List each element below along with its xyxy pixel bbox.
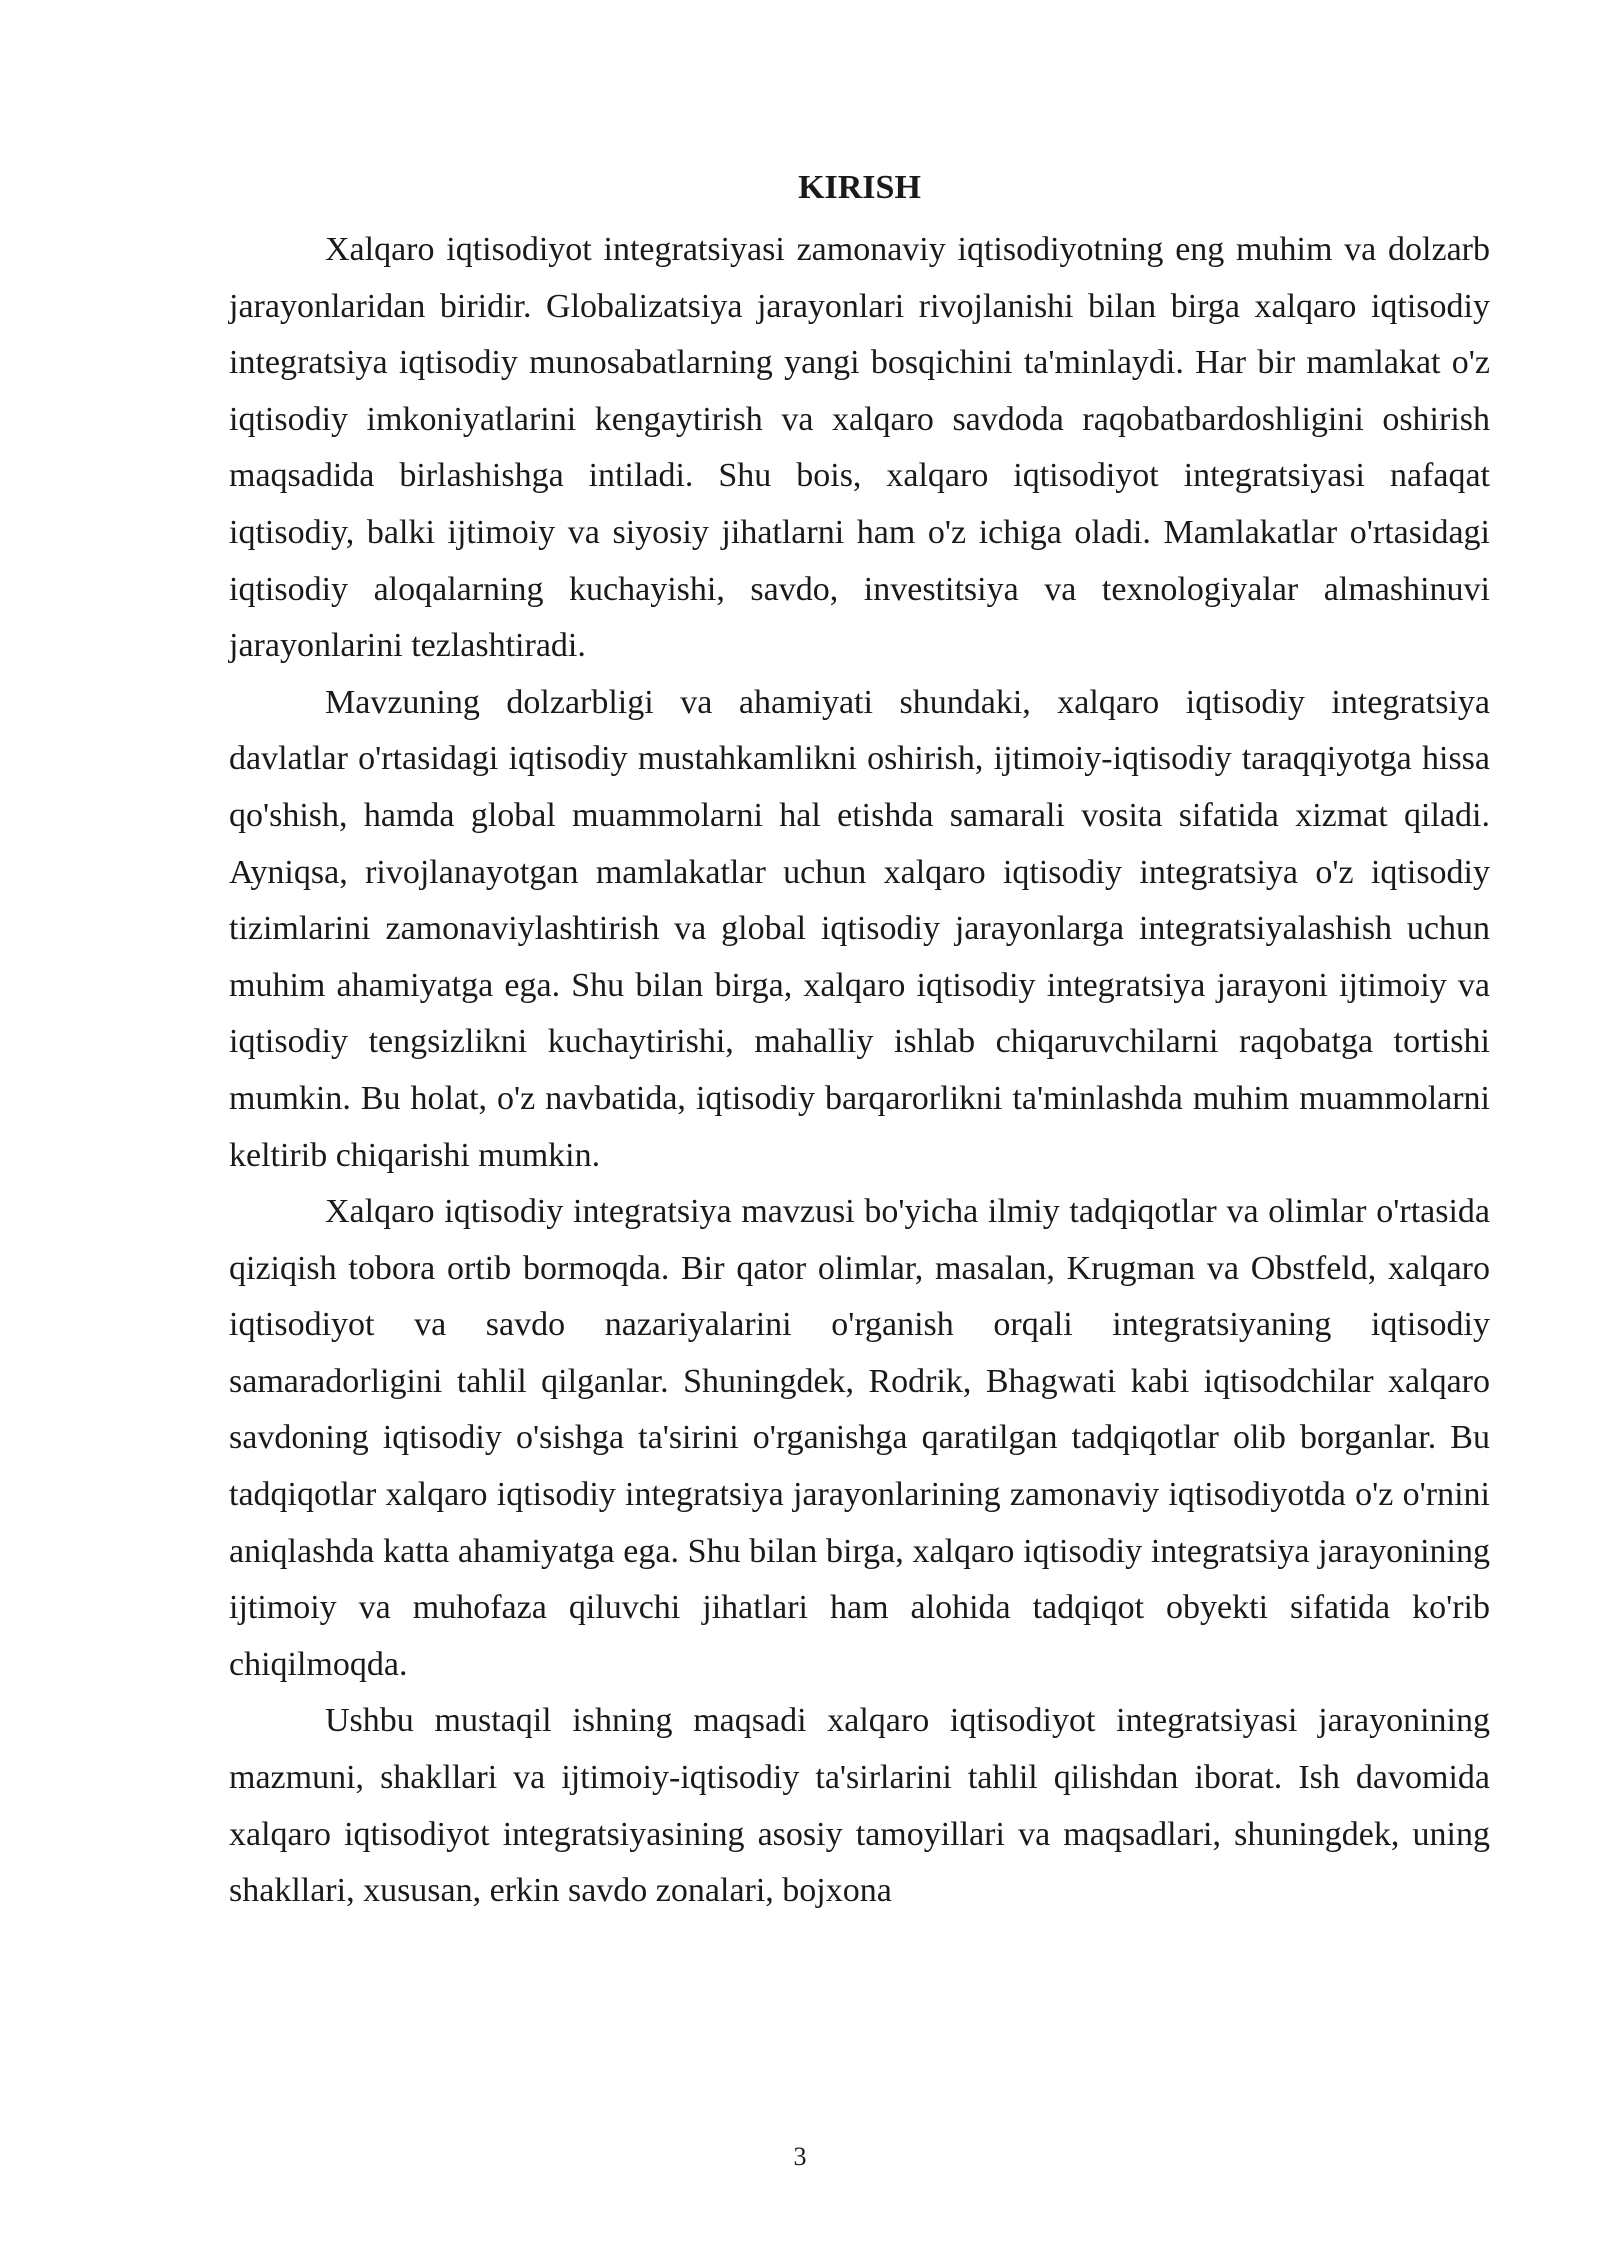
page-content xyxy=(229,160,1490,1920)
paragraph-2: Mavzuning dolzarbligi va ahamiyati shundaki, xalqaro iqtisodiy integratsiya davlatlar o'rtasidagi iqtisodiy mustahkamlikni oshirish, ijtimoiy-iqtisodiy taraqqiyotga hissa qo'shish, hamda global muammolarni hal etishda samarali vosita sifatida xizmat qiladi. Ayniqsa, rivojlanayotgan mamlakatlar uchun xalqaro iqtisodiy integratsiya o'z iqtisodiy tizimlarini zamonaviylashtirish va global iqtisodiy jarayonlarga integratsiyalashish uchun muhim ahamiyatga ega. Shu bilan birga, xalqaro iqtisodiy integratsiya jarayoni ijtimoiy va iqtisodiy tengsizlikni kuchaytirishi, mahalliy ishlab chiqaruvchilarni raqobatga tortishi mumkin. Bu holat, o'z navbatida, iqtisodiy barqarorlikni ta'minlashda muhim muammolarni keltirib chiqarishi mumkin. xyxy=(229,683,1490,1174)
paragraph-4: Ushbu mustaqil ishning maqsadi xalqaro iqtisodiyot integratsiyasi jarayonining mazmuni, shakllari va ijtimoiy-iqtisodiy ta'sirlarini tahlil qilishdan iborat. Ish davomida xalqaro iqtisodiyot integratsiyasining asosiy tamoyillari va maqsadlari, shuningdek, uning shakllari, xususan, erkin savdo zonalari, bojxona xyxy=(229,1702,1490,1910)
page-number: 3 xyxy=(793,2142,807,2171)
paragraph-3: Xalqaro iqtisodiy integratsiya mavzusi bo'yicha ilmiy tadqiqotlar va olimlar o'rtasida qiziqish tobora ortib bormoqda. Bir qator olimlar, masalan, Krugman va Obstfeld, xalqaro iqtisodiyot va savdo nazariyalarini o'rganish orqali integratsiyaning iqtisodiy samaradorligini tahlil qilganlar. Shuningdek, Rodrik, Bhagwati kabi iqtisodchilar xalqaro savdoning iqtisodiy o'sishga ta'sirini o'rganishga qaratilgan tadqiqotlar olib borganlar. Bu tadqiqotlar xalqaro iqtisodiy integratsiya jarayonlarining zamonaviy iqtisodiyotda o'z o'rnini aniqlashda katta ahamiyatga ega. Shu bilan birga, xalqaro iqtisodiy integratsiya jarayonining ijtimoiy va muhofaza qiluvchi jihatlari ham alohida tadqiqot obyekti sifatida ko'rib chiqilmoqda. xyxy=(229,1193,1490,1683)
paragraph-1: Xalqaro iqtisodiyot integratsiyasi zamonaviy iqtisodiyotning eng muhim va dolzarb jarayonlaridan biridir. Globalizatsiya jarayonlari rivojlanishi bilan birga xalqaro iqtisodiy integratsiya iqtisodiy munosabatlarning yangi bosqichini ta'minlaydi. Har bir mamlakat o'z iqtisodiy imkoniyatlarini kengaytirish va xalqaro savdoda raqobatbardoshligini oshirish maqsadida birlashishga intiladi. Shu bois, xalqaro iqtisodiyot integratsiyasi nafaqat iqtisodiy, balki ijtimoiy va siyosiy jihatlarni ham o'z ichiga oladi. Mamlakatlar o'rtasidagi iqtisodiy aloqalarning kuchayishi, savdo, investitsiya va texnologiyalar almashinuvi jarayonlarini tezlashtiradi. xyxy=(229,231,1490,665)
section-title: KIRISH xyxy=(798,169,921,206)
